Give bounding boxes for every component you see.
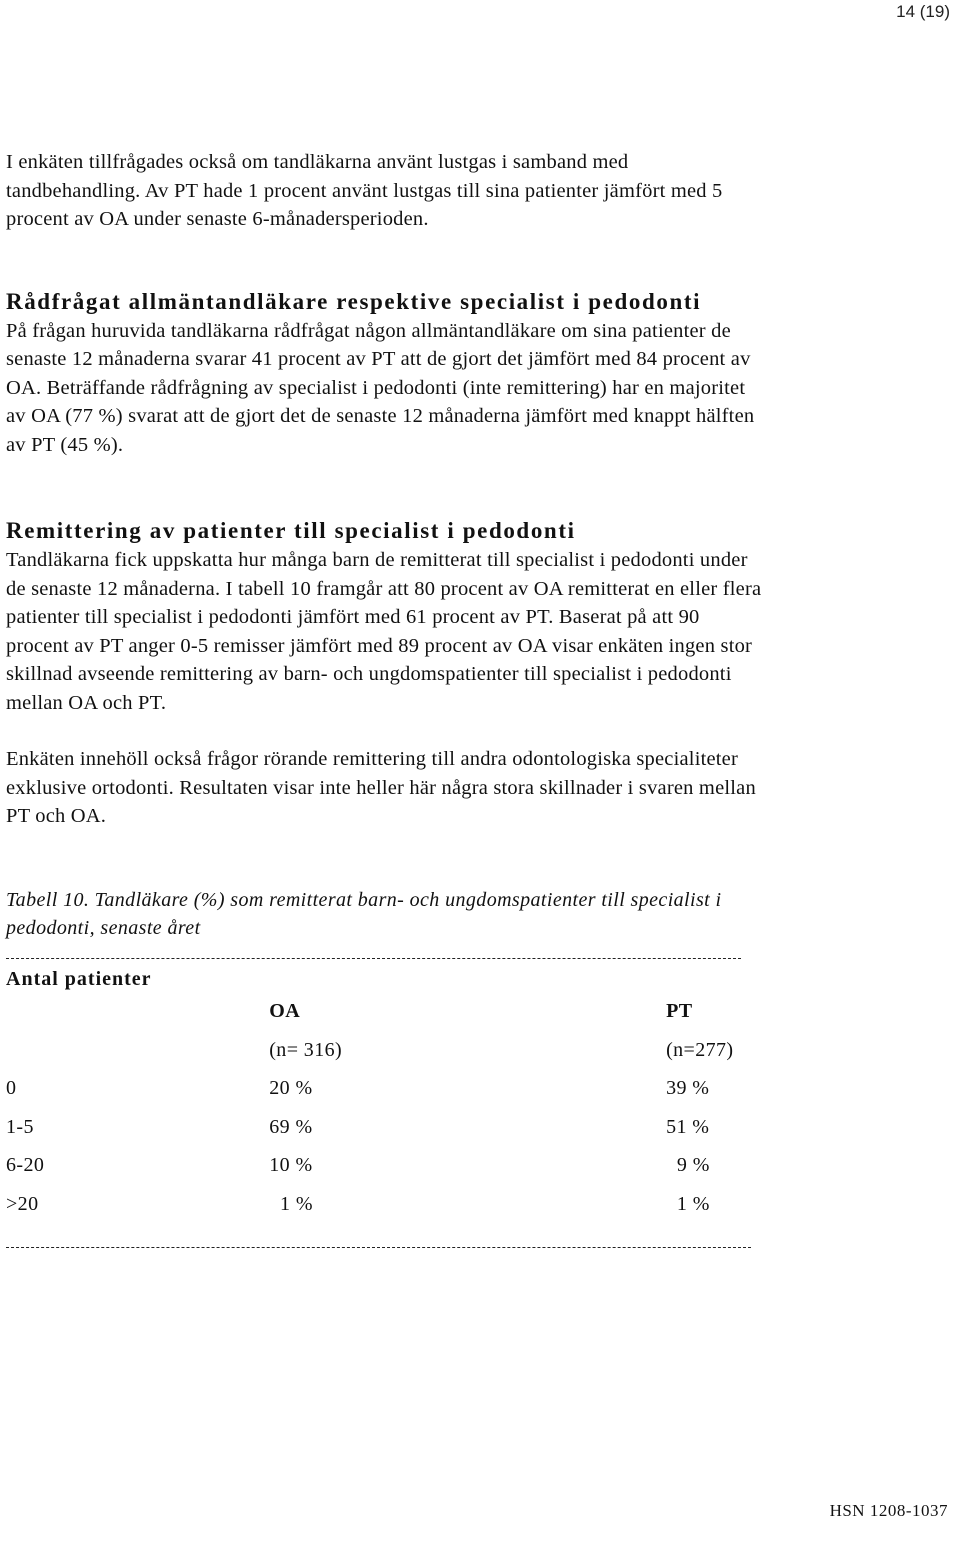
cell-pt: 9 % (666, 1154, 710, 1177)
row-label: >20 (6, 1192, 39, 1215)
table-row (6, 1147, 766, 1186)
referral-table (6, 993, 766, 1224)
section-referral (6, 516, 766, 717)
cell-pt: 51 % (666, 1115, 710, 1138)
intro-paragraph: I enkäten tillfrågades också om tandläkarna använt lustgas i samband med tandbehandling. Av PT hade 1 procent använt lustgas till sina patienter jämfört med 5 procent av OA under senaste 6-månadersperioden. (6, 151, 723, 230)
row-label: 6-20 (6, 1154, 45, 1177)
row-label: 0 (6, 1077, 17, 1100)
cell-pt: 39 % (666, 1077, 710, 1100)
sample-size-pt: (n=277) (666, 1038, 734, 1061)
table-top-rule (6, 957, 741, 959)
cell-oa: 69 % (269, 1115, 313, 1138)
section-consultation (6, 287, 766, 460)
table-header-row (6, 993, 766, 1032)
table-n-row (6, 1031, 766, 1070)
document-body (6, 148, 766, 1254)
column-header-pt: PT (666, 1000, 693, 1023)
section-body-other-specialties: Enkäten innehöll också frågor rörande remittering till andra odontologiska specialiteter exklusive ortodonti. Resultaten visar inte heller här några stora skillnader i svaren mellan PT och OA. (6, 748, 756, 827)
cell-pt: 1 % (666, 1192, 710, 1215)
table-bottom-rule (6, 1246, 751, 1248)
column-header-oa: OA (269, 1000, 301, 1023)
table-row (6, 1185, 766, 1224)
section-heading-consultation: Rådfrågat allmäntandläkare respektive specialist i pedodonti (6, 288, 702, 314)
table-row (6, 1108, 766, 1147)
cell-oa: 10 % (269, 1154, 313, 1177)
cell-oa: 20 % (269, 1077, 313, 1100)
row-label: 1-5 (6, 1115, 34, 1138)
sample-size-oa: (n= 316) (269, 1038, 343, 1061)
section-heading-referral: Remittering av patienter till specialist i pedodonti (6, 518, 576, 543)
section-body-consultation: På frågan huruvida tandläkarna rådfrågat någon allmäntandläkare om sina patienter de senaste 12 månaderna svarar 41 procent av PT att de gjort det jämfört med 84 procent av OA. Beträffande rådfrågning av specialist i pedodonti (inte remittering) har en majoritet av OA (77 %) svarat att de gjort det de senaste 12 månaderna jämfört med knappt hälften av PT (45 %). (6, 319, 755, 456)
table-row-header: Antal patienter (6, 967, 152, 990)
cell-oa: 1 % (269, 1192, 313, 1215)
section-body-referral: Tandläkarna fick uppskatta hur många barn de remitterat till specialist i pedodonti under de senaste 12 månaderna. I tabell 10 framgår att 80 procent av OA remitterat en eller flera patienter till specialist i pedodonti jämfört med 61 procent av PT. Baserat på att 90 procent av PT anger 0-5 remisser jämfört med 89 procent av OA visar enkäten ingen stor skillnad avseende remittering av barn- och ungdomspatienter till specialist i pedodonti mellan OA och PT. (6, 549, 762, 714)
page-number: 14 (19) (896, 2, 950, 21)
table-caption: Tabell 10. Tandläkare (%) som remitterat barn- och ungdomspatienter till specialist i pedodonti, senaste året (6, 888, 722, 939)
document-id-footer: HSN 1208-1037 (829, 1501, 948, 1520)
table-row (6, 1070, 766, 1109)
